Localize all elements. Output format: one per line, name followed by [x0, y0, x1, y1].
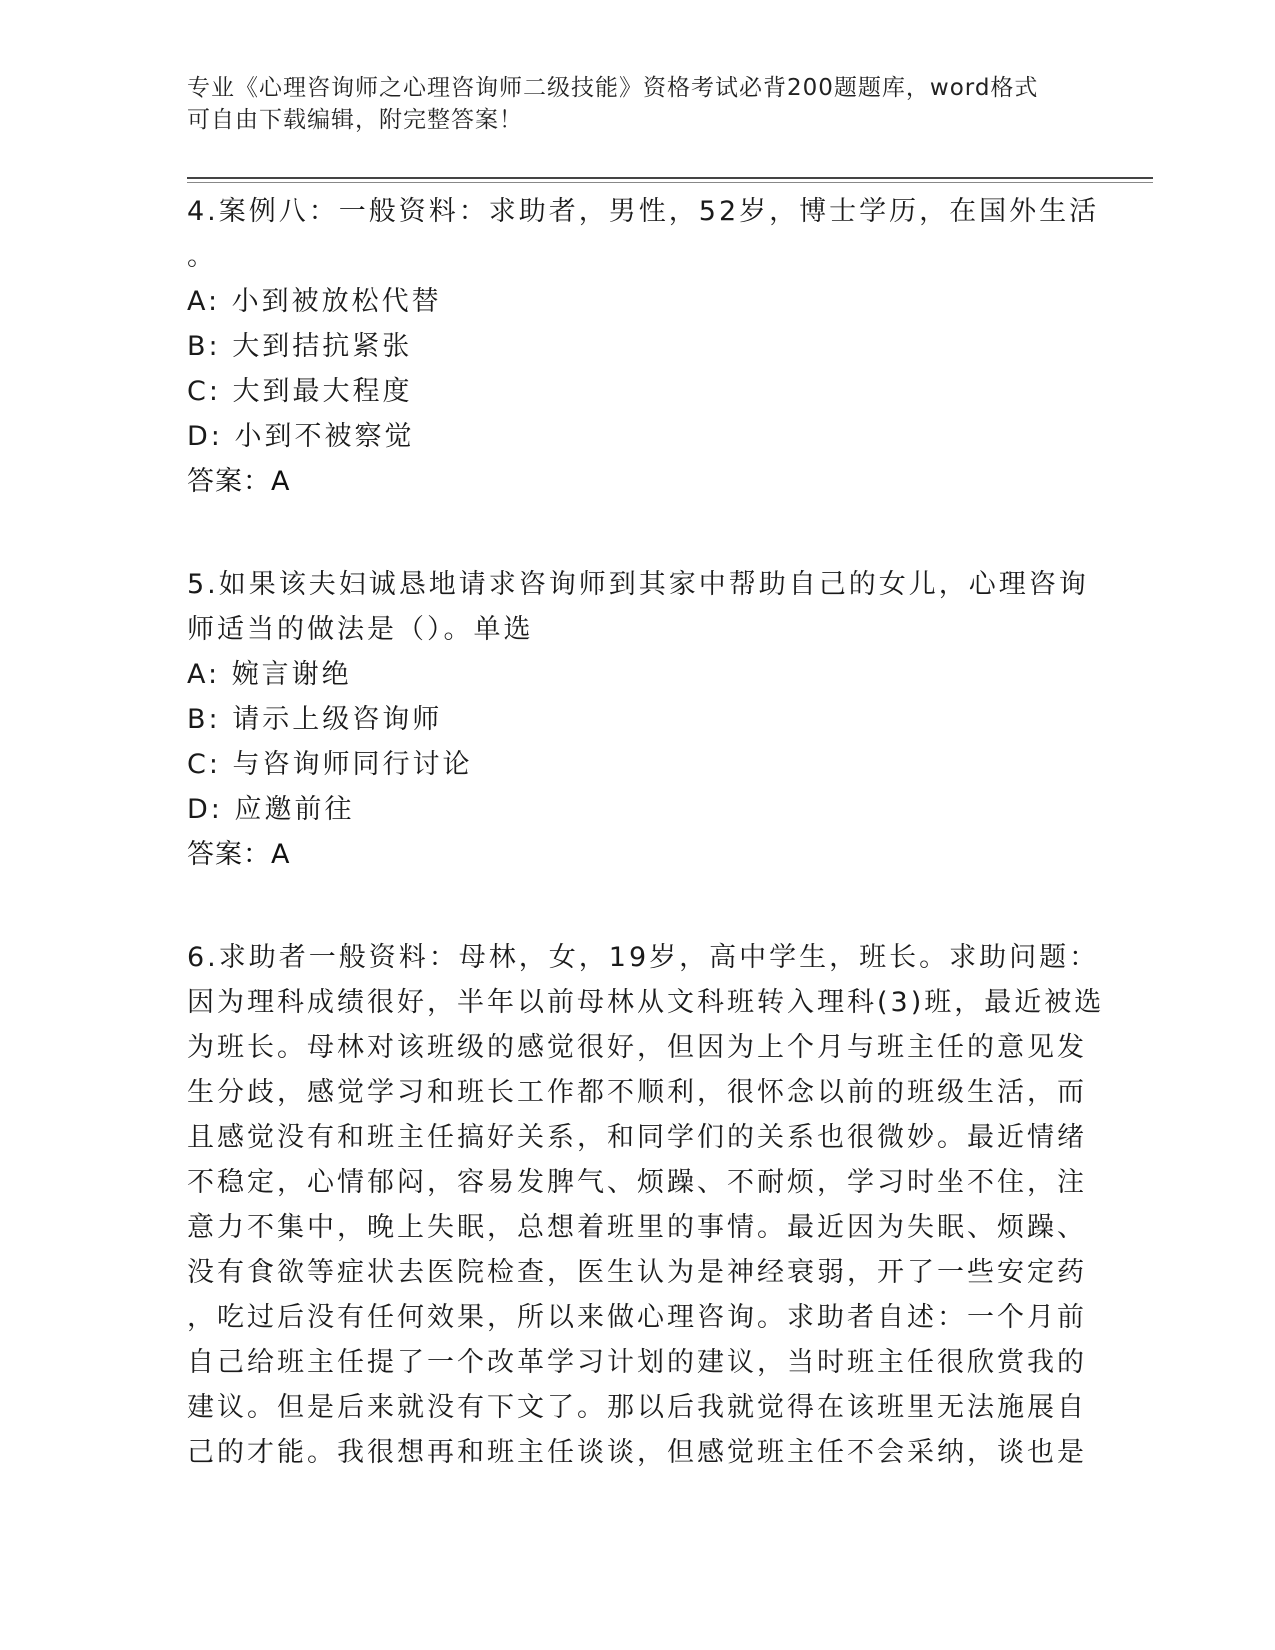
header-line-1: 专业《心理咨询师之心理咨询师二级技能》资格考试必背200题题库，word格式 — [187, 75, 1039, 101]
question-4-text — [187, 189, 1100, 279]
question-4 — [187, 189, 1100, 504]
question-5-option-c: C: 与咨询师同行讨论 — [187, 749, 473, 780]
question-spacer — [187, 504, 1087, 562]
question-4-option-a: A: 小到被放松代替 — [187, 286, 442, 317]
question-6-line-5: 且感觉没有和班主任搞好关系，和同学们的关系也很微妙。最近情绪 — [187, 1122, 1087, 1153]
question-5-line-1: 5.如果该夫妇诚恳地请求咨询师到其家中帮助自己的女儿，心理咨询 — [187, 569, 1089, 600]
question-5-option-a: A: 婉言谢绝 — [187, 659, 352, 690]
question-6-line-2: 因为理科成绩很好，半年以前母林从文科班转入理科(3)班，最近被选 — [187, 987, 1105, 1018]
question-5-option-d: D: 应邀前往 — [187, 794, 355, 825]
question-5-text — [187, 562, 1087, 652]
question-4-option-c: C: 大到最大程度 — [187, 376, 413, 407]
question-list — [187, 189, 1105, 1475]
question-6-line-7: 意力不集中，晚上失眠，总想着班里的事情。最近因为失眠、烦躁、 — [187, 1212, 1087, 1243]
question-5-option-b: B: 请示上级咨询师 — [187, 704, 443, 735]
question-6-line-12: 己的才能。我很想再和班主任谈谈，但感觉班主任不会采纳，谈也是 — [187, 1437, 1087, 1468]
question-4-line-1: 4.案例八：一般资料：求助者，男性，52岁，博士学历，在国外生活 — [187, 196, 1100, 227]
question-6-line-8: 没有食欲等症状去医院检查，医生认为是神经衰弱，开了一些安定药 — [187, 1257, 1087, 1288]
question-5-line-2: 师适当的做法是（）。单选 — [187, 614, 534, 645]
question-4-line-2: 。 — [187, 241, 217, 272]
header-divider-thin — [187, 182, 1153, 183]
question-6-line-1: 6.求助者一般资料：母林，女，19岁，高中学生，班长。求助问题： — [187, 942, 1100, 973]
question-6 — [187, 935, 1105, 1475]
question-4-option-b: B: 大到拮抗紧张 — [187, 331, 413, 362]
question-6-line-10: 自己给班主任提了一个改革学习计划的建议，当时班主任很欣赏我的 — [187, 1347, 1087, 1378]
question-6-line-4: 生分歧，感觉学习和班长工作都不顺利，很怀念以前的班级生活，而 — [187, 1077, 1087, 1108]
question-6-line-3: 为班长。母林对该班级的感觉很好，但因为上个月与班主任的意见发 — [187, 1032, 1087, 1063]
question-5 — [187, 562, 1087, 877]
question-4-option-d: D: 小到不被察觉 — [187, 421, 415, 452]
question-spacer — [187, 877, 1087, 935]
document-header — [187, 72, 1067, 136]
question-6-line-9: ，吃过后没有任何效果，所以来做心理咨询。求助者自述：一个月前 — [187, 1302, 1087, 1333]
question-6-text — [187, 935, 1105, 1475]
header-divider-thick — [187, 177, 1153, 179]
question-6-line-11: 建议。但是后来就没有下文了。那以后我就觉得在该班里无法施展自 — [187, 1392, 1087, 1423]
header-line-2: 可自由下载编辑，附完整答案！ — [187, 107, 523, 133]
question-5-answer: 答案：A — [187, 839, 291, 870]
question-6-line-6: 不稳定，心情郁闷，容易发脾气、烦躁、不耐烦，学习时坐不住，注 — [187, 1167, 1087, 1198]
question-4-answer: 答案：A — [187, 466, 291, 497]
